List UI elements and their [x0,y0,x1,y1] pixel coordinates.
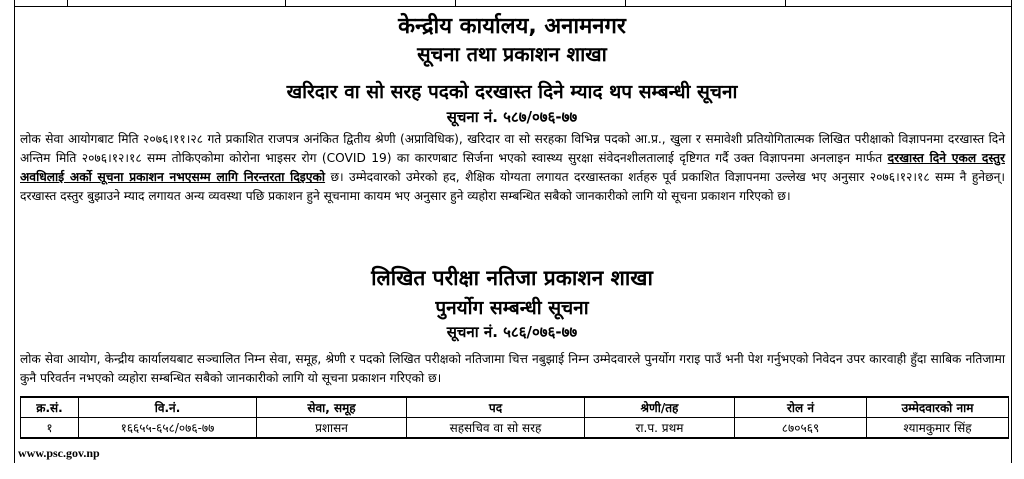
cell-service-group: प्रशासन [257,418,407,439]
cell-advert-no: १६६५५-६५८/०७६-७७ [79,418,257,439]
notice1-text-after: छ। उम्मेदवारको उमेरको हद, शैक्षिक योग्यता लगायत दरखास्तका शर्तहरु पूर्व प्रकाशित विज्ञापनमा उल्लेख भए अनुसार २०७६।१२।१८ सम्म नै हुनेछन्। दरखास्त दस्तुर बुझाउने म्याद लगायत अन्य व्यवस्था पछि प्रकाशन हुने सूचनामा कायम भए अनुसार हुने व्यहोरा सम्बन्धित सबैको जानकारीको लागि यो सूचना प्रकाशन गरिएको छ। [20,170,1005,203]
table-divider [67,0,68,7]
notice1-text-before: लोक सेवा आयोगबाट मिति २०७६।११।२८ गते प्रकाशित राजपत्र अनंकित द्वितीय श्रेणी (अप्राविधिक), खरिदार वा सो सरहका विभिन्न पदको आ.प्र., खुला र समावेशी प्रतियोगितात्मक लिखित परीक्षाको विज्ञापनमा दरखास्त दिने अन्तिम मिति २०७६।१२।१८ सम्म तोकिएकोमा कोरोना भाइसर रोग (COVID 19) का कारणबाट सिर्जना भएको स्वास्थ्य सुरक्षा संवेदनशीलतालाई दृष्टिगत गर्दै उक्त विज्ञापनमा अनलाइन मार्फत [20,132,1005,165]
table-divider [285,0,286,7]
cell-candidate-name: श्यामकुमार सिंह [867,418,1009,439]
header-serial: क्र.सं. [21,397,79,418]
table-row [21,418,1009,439]
table-divider [625,0,626,7]
notice2-body: लोक सेवा आयोग, केन्द्रीय कार्यालयबाट सञ्चालित निम्न सेवा, समूह, श्रेणी र पदको लिखित परीक्षको नतिजामा चित्त नबुझाई निम्न उम्मेदवारले पुनर्योग गराइ पाउँ भनी पेश गर्नुभएको निवेदन उपर कारवाही हुँदा साबिक नतिजामा कुनै परिवर्तन नभएको व्यहोरा सम्बन्धित सबैको जानकारीको लागि यो सूचना प्रकाशन गरिएको छ। [20,352,1005,385]
table-header-row [21,397,1009,418]
results-branch-heading: लिखित परीक्षा नतिजा प्रकाशन शाखा [371,266,653,290]
cell-roll-no: ८७०५६९ [735,418,867,439]
header-roll-no: रोल नं [735,397,867,418]
table-divider [785,0,786,7]
table-divider [455,0,456,7]
notice2-number: सूचना नं. ५८६/०७६-७७ [446,323,578,341]
notice1-text-emphasis: दरखास्त दिने एकल दस्तुर अवधिलाई अर्को सूचना प्रकाशन नभएसम्म लागि निरन्तरता दिइएको [20,151,1005,184]
header-candidate-name: उम्मेदवारको नाम [867,397,1009,418]
website-url: www.psc.gov.np [18,446,100,460]
header-post: पद [407,397,585,418]
results-table [20,396,1009,439]
notice1-number: सूचना नं. ५८७/०७६-७७ [446,108,578,126]
notice-frame [14,7,1012,463]
notice1-title: खरिदार वा सो सरह पदको दरखास्त दिने म्याद थप सम्बन्धी सूचना [286,81,738,103]
cell-serial: १ [21,418,79,439]
cell-class-level: रा.प. प्रथम [585,418,735,439]
office-heading: केन्द्रीय कार्यालय, अनामनगर [398,14,626,39]
previous-table-edge [14,0,1012,7]
cell-post: सहसचिव वा सो सरह [407,418,585,439]
header-service-group: सेवा, समूह [257,397,407,418]
header-advert-no: वि.नं. [79,397,257,418]
header-class-level: श्रेणी/तह [585,397,735,418]
notice2-title: पुनर्योग सम्बन्धी सूचना [435,297,589,319]
branch-heading: सूचना तथा प्रकाशन शाखा [417,42,607,66]
notice1-body [20,130,1005,206]
